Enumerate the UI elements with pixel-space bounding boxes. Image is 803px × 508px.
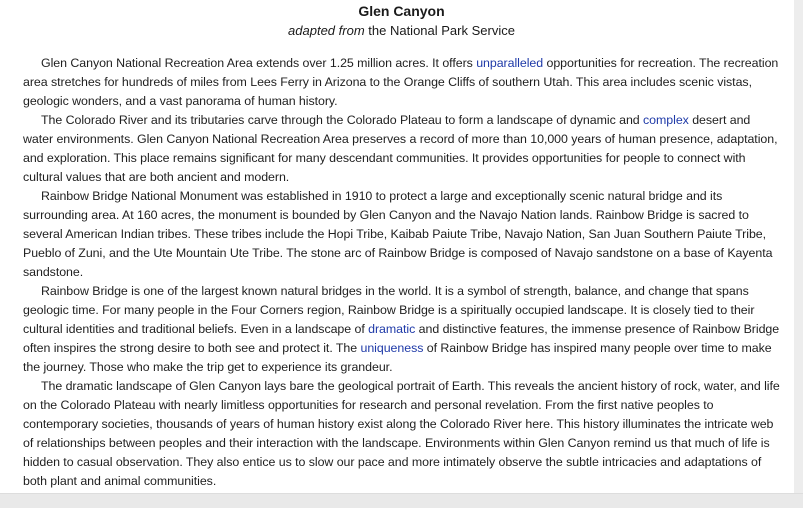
bottom-edge — [0, 493, 803, 508]
paragraph-text: opportunities for recreation. The recreation area stretches for hundreds of miles from Lees Ferry in Arizona to the Orange Cliffs of southern Utah. This area includes scenic vistas, geologic wonders, and a vast panorama of human history. — [23, 56, 779, 108]
paragraph — [23, 282, 780, 377]
paragraph-text: The dramatic landscape of Glen Canyon lays bare the geological portrait of Earth. This reveals the ancient history of rock, water, and life on the Colorado Plateau with nearly limitless opportunities for research and personal revelation. From the first native peoples to contemporary societies, thousands of years of human history exist along the Colorado River here. This history illuminates the intricate web of relationships between peoples and their interaction with the landscape. Environments within Glen Canyon remind us that much of life is hidden to casual observation. They also entice us to slow our pace and more intimately observe the subtle intricacies and adaptations of both plant and animal communities. — [23, 379, 780, 488]
document-title: Glen Canyon — [358, 3, 445, 19]
article-body — [23, 54, 780, 491]
paragraph-text: The Colorado River and its tributaries carve through the Colorado Plateau to form a landscape of dynamic and — [41, 113, 644, 127]
paragraph — [23, 187, 780, 282]
subtitle-italic: adapted from — [288, 23, 365, 38]
paragraph-text: of Rainbow Bridge has inspired many people over time to make the journey. Those who make the trip get to experience its grandeur. — [23, 341, 772, 374]
highlighted-word[interactable]: dramatic — [368, 322, 416, 336]
subtitle-source: the National Park Service — [364, 23, 515, 38]
paragraph-text: and distinctive features, the immense presence of Rainbow Bridge often inspires the strong desire to both see and protect it. The — [23, 322, 780, 355]
paragraph — [23, 111, 780, 187]
highlighted-word[interactable]: complex — [643, 113, 689, 127]
paragraph — [23, 377, 780, 491]
highlighted-word[interactable]: unparalleled — [476, 56, 544, 70]
paragraph-text: desert and water environments. Glen Canyon National Recreation Area preserves a record of more than 10,000 years of human presence, adaptation, and exploration. This place remains significant for many descendant communities. It provides opportunities for people to connect with cultural values that are both ancient and modern. — [23, 113, 778, 184]
paragraph-text: Rainbow Bridge National Monument was established in 1910 to protect a large and exceptionally scenic natural bridge and its surrounding area. At 160 acres, the monument is bounded by Glen Canyon and the Navajo Nation lands. Rainbow Bridge is sacred to several American Indian tribes. These tribes include the Hopi Tribe, Kaibab Paiute Tribe, Navajo Nation, San Juan Southern Paiute Tribe, Pueblo of Zuni, and the Ute Mountain Ute Tribe. The stone arc of Rainbow Bridge is composed of Navajo sandstone on a base of Kayenta sandstone. — [23, 189, 773, 279]
highlighted-word[interactable]: uniqueness — [360, 341, 424, 355]
scrollbar-track[interactable] — [794, 0, 803, 507]
paragraph-text: Rainbow Bridge is one of the largest known natural bridges in the world. It is a symbol of strength, balance, and change that spans geologic time. For many people in the Four Corners region, Rainbow Bridge is a spiritually occupied landscape. It is closely tied to their cultural identities and traditional beliefs. Even in a landscape of — [23, 284, 755, 336]
paragraph — [23, 54, 780, 111]
paragraph-text: Glen Canyon National Recreation Area extends over 1.25 million acres. It offers — [41, 56, 477, 70]
document-subtitle — [23, 22, 780, 40]
